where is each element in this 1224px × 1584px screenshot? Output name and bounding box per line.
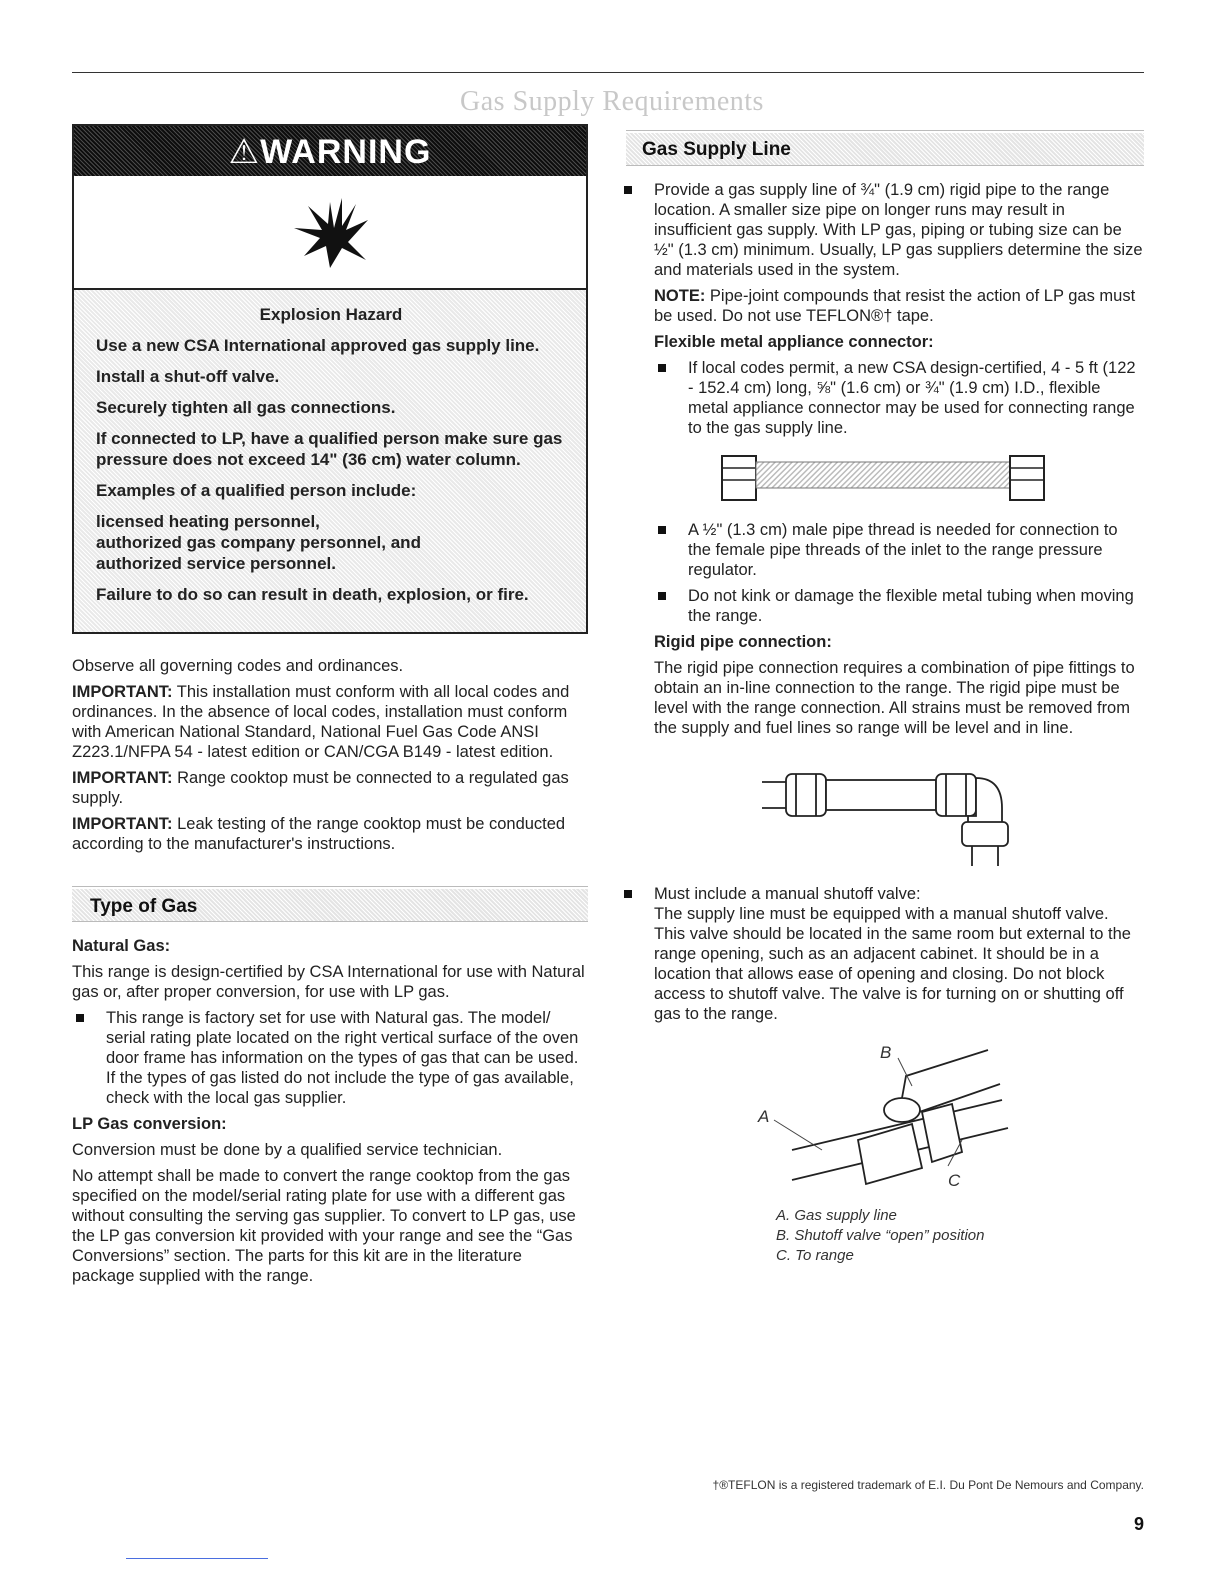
type-of-gas-heading: Type of Gas [90, 896, 198, 917]
valve-label-b: B [880, 1043, 892, 1062]
gas-supply-body-top [620, 180, 1144, 444]
gas-supply-line-heading: Gas Supply Line [642, 139, 791, 160]
shutoff-valve-illustration [752, 1040, 1022, 1190]
warning-line-2: Install a shut-off valve. [96, 367, 280, 386]
warning-line-5: Examples of a qualified person include: [96, 481, 417, 500]
flexible-connector-illustration [720, 454, 1046, 502]
flex-bullet-1: If local codes permit, a new CSA design-certified, 4 - 5 ft (122 - 152.4 cm) long, ⅝" (1.6 cm) or ¾" (1.9 cm) I.D., flexible metal appliance connector may be used for connecting range to the gas supply line. [654, 358, 1144, 438]
hazard-title: Explosion Hazard [259, 305, 403, 324]
warning-heading: ⚠WARNING [228, 133, 432, 171]
warning-header [74, 126, 586, 176]
qualified-item-3: authorized service personnel. [96, 554, 336, 573]
warning-line-4: If connected to LP, have a qualified person make sure gas pressure does not exceed 14" (36 cm) water column. [96, 429, 563, 469]
rigid-pipe-heading: Rigid pipe connection: [654, 633, 832, 651]
supply-bullet-1: Provide a gas supply line of ¾" (1.9 cm) rigid pipe to the range location. A smaller size pipe on longer runs may result in insufficient gas supply. With LP gas, piping or tubing size can be ½" (1.3 cm) minimum. Usually, LP gas suppliers determine the size and materials used in the system. [620, 180, 1144, 280]
flex-bullet-3: Do not kink or damage the flexible metal tubing when moving the range. [654, 586, 1144, 626]
natural-gas-bullet: This range is factory set for use with Natural gas. The model/ serial rating plate located on the right vertical surface of the oven door frame has information on the types of gas that can be used. If the types of gas listed do not include the type of gas available, check with the local gas supplier. [72, 1008, 588, 1108]
natural-gas-heading: Natural Gas: [72, 937, 171, 955]
note-text: NOTE: Pipe-joint compounds that resist the action of LP gas must be used. Do not use TEFLON®† tape. [654, 287, 1136, 325]
page-title: Gas Supply Requirements [460, 86, 764, 117]
gas-supply-body-bottom [620, 884, 1144, 1030]
gas-supply-body-mid [654, 520, 1144, 744]
valve-label-c: C [948, 1171, 961, 1190]
flex-list [654, 358, 1144, 438]
gas-supply-line-band [626, 130, 1144, 166]
warning-icon-area [74, 176, 586, 290]
important-1: IMPORTANT: This installation must conform with all local codes and ordinances. In the absence of local codes, installation must conform with American National Standard, National Fuel Gas Code ANSI Z223.1/NFPA 54 - latest edition or CAN/CGA B149 - latest edition. [72, 683, 570, 761]
warning-line-3: Securely tighten all gas connections. [96, 398, 396, 417]
shutoff-list [620, 884, 1144, 1024]
type-of-gas-band [72, 886, 588, 922]
caption-a: A. Gas supply line [776, 1207, 897, 1224]
lp-gas-text-1: Conversion must be done by a qualified service technician. [72, 1141, 503, 1159]
left-intro [72, 656, 588, 860]
valve-captions [776, 1206, 1116, 1266]
natural-gas-text: This range is design-certified by CSA International for use with Natural gas or, after proper conversion, for use with LP gas. [72, 963, 585, 1001]
important-3: IMPORTANT: Leak testing of the range cooktop must be conducted according to the manufacturer's instructions. [72, 815, 566, 853]
qualified-item-1: licensed heating personnel, [96, 512, 320, 531]
top-rule [72, 72, 1144, 73]
important-2: IMPORTANT: Range cooktop must be connected to a regulated gas supply. [72, 769, 569, 807]
natural-gas-list [72, 1008, 588, 1108]
warning-triangle-icon: ⚠ [228, 133, 261, 171]
flex-connector-heading: Flexible metal appliance connector: [654, 333, 934, 351]
type-of-gas-body [72, 936, 588, 1292]
rigid-pipe-illustration [756, 768, 1010, 868]
flex-bullet-2: A ½" (1.3 cm) male pipe thread is needed for connection to the female pipe threads of the inlet to the range pressure regulator. [654, 520, 1144, 580]
bottom-link-line [126, 1558, 268, 1559]
footnote: †®TEFLON is a registered trademark of E.I. Du Pont De Nemours and Company. [712, 1478, 1144, 1492]
observe-text: Observe all governing codes and ordinances. [72, 657, 404, 675]
warning-failure: Failure to do so can result in death, explosion, or fire. [96, 585, 529, 604]
flex-list-2 [654, 520, 1144, 626]
explosion-icon [290, 194, 370, 274]
supply-list-1 [620, 180, 1144, 280]
warning-line-1: Use a new CSA International approved gas supply line. [96, 336, 540, 355]
lp-gas-text-2: No attempt shall be made to convert the range cooktop from the gas specified on the model/serial rating plate for use with a different gas without consulting the serving gas supplier. To convert to LP gas, use the LP gas conversion kit provided with your range and see the “Gas Conversions” section. The parts for this kit are in the literature package supplied with the range. [72, 1167, 576, 1285]
lp-gas-heading: LP Gas conversion: [72, 1115, 227, 1133]
valve-label-a: A [758, 1107, 770, 1126]
caption-b: B. Shutoff valve “open” position [776, 1227, 985, 1244]
caption-c: C. To range [776, 1247, 854, 1264]
page-number: 9 [1133, 1514, 1144, 1534]
rigid-pipe-text: The rigid pipe connection requires a combination of pipe fittings to obtain an in-line connection to the range. The rigid pipe must be level with the range connection. All strains must be removed from the supply and fuel lines so range will be level and in line. [654, 659, 1135, 737]
shutoff-bullet: Must include a manual shutoff valve: The supply line must be equipped with a manual shutoff valve. This valve should be located in the same room but external to the range opening, such as an adjacent cabinet. It should be in a location that allows ease of opening and closing. Do not block access to shutoff valve. The valve is for turning on or shutting off gas to the range. [620, 884, 1144, 1024]
qualified-item-2: authorized gas company personnel, and [96, 533, 421, 552]
warning-box [72, 124, 588, 634]
warning-body [96, 304, 566, 615]
